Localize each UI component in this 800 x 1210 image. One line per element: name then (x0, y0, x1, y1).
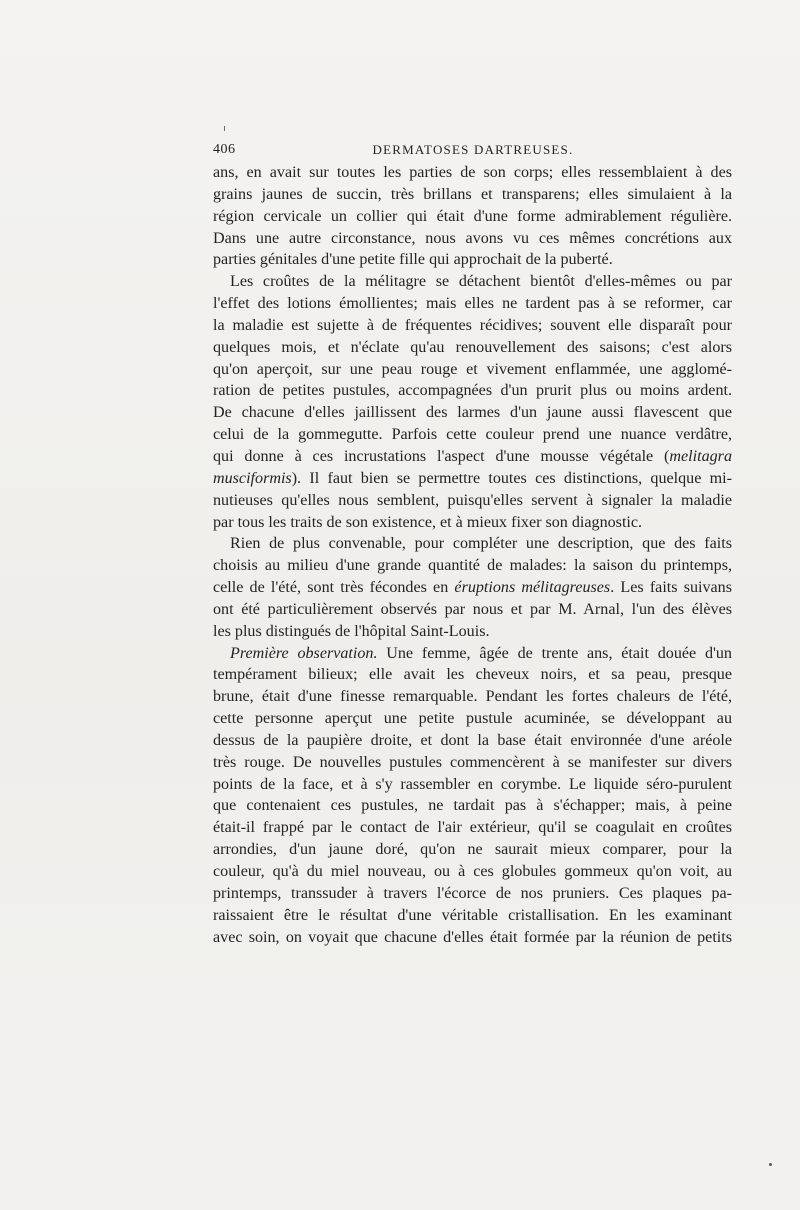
text-segment: ). Il faut bien se permettre toutes ces distinctions, quelque mi- (291, 469, 732, 487)
page-header (213, 142, 733, 164)
text-line: par tous les traits de son existence, et à mieux fixer son diagnostic. (213, 513, 643, 531)
text-line (213, 643, 732, 665)
text-line: grains jaunes de succin, très brillans et transparens; elles simulaient à la (213, 185, 732, 203)
paragraph (213, 271, 732, 533)
text-line: arrondies, d'un jaune doré, qu'on ne saurait mieux comparer, pour la (213, 841, 732, 859)
text-line: ration de petites pustules, accompagnées d'un prurit plus ou moins ardent. (213, 382, 732, 400)
page-number: 406 (213, 142, 236, 157)
text-segment: celle de l'été, sont très fécondes en (213, 579, 455, 597)
text-line: Dans une autre circonstance, nous avons vu ces mêmes concrétions aux (213, 229, 732, 247)
italic-term: musciformis (213, 469, 292, 487)
text-line: très rouge. De nouvelles pustules commencèrent à se manifester sur divers (213, 753, 732, 771)
text-line: quelques mois, et n'éclate qu'au renouvellement des saisons; c'est alors (213, 338, 732, 356)
text-segment: qui donne à ces incrustations l'aspect d'une mousse végétale ( (213, 447, 670, 465)
text-line: les plus distingués de l'hôpital Saint-Louis. (213, 622, 490, 640)
text-line (213, 446, 732, 468)
text-line: celui de la gommegutte. Parfois cette couleur prend une nuance verdâtre, (213, 426, 732, 444)
text-line: Rien de plus convenable, pour compléter une description, que des faits (230, 535, 732, 553)
text-line: tempérament bilieux; elle avait les cheveux noirs, et sa peau, presque (213, 666, 732, 684)
text-line (213, 468, 732, 490)
italic-term: éruptions mélitagreuses (454, 579, 611, 597)
text-line: nutieuses qu'elles nous semblent, puisqu'elles servent à signaler la maladie (213, 491, 732, 509)
paragraph (213, 162, 732, 271)
text-line: ans, en avait sur toutes les parties de son corps; elles ressemblaient à des (213, 164, 732, 181)
text-line: printemps, transsuder à travers l'écorce de nos pruniers. Ces plaques pa- (213, 884, 732, 902)
text-line: était-il frappé par le contact de l'air extérieur, qu'il se coagulait en croûtes (213, 819, 732, 837)
text-line: choisis au milieu d'une grande quantité de malades: la saison du printemps, (213, 557, 732, 575)
text-line: la maladie est sujette à de fréquentes récidives; souvent elle disparaît pour (213, 316, 732, 334)
paragraph (213, 643, 732, 949)
text-line (213, 577, 732, 599)
body-text (213, 162, 732, 948)
text-line: ont été particulièrement observés par nous et par M. Arnal, l'un des élèves (213, 600, 732, 618)
text-line: qu'on aperçoit, sur une peau rouge et vivement enflammée, une agglomé- (213, 360, 732, 378)
text-line: avec soin, on voyait que chacune d'elles était formée par la réunion de petits (213, 928, 732, 946)
italic-term: melitagra (669, 447, 732, 465)
text-line: couleur, qu'à du miel nouveau, ou à ces globules gommeux qu'on voit, au (213, 863, 732, 880)
text-line: l'effet des lotions émollientes; mais elles ne tardent pas à se reformer, car (213, 295, 732, 313)
text-line: Les croûtes de la mélitagre se détachent bientôt d'elles-mêmes ou par (230, 273, 732, 291)
text-line: raissaient être le résultat d'une véritable cristallisation. En les examinant (213, 906, 732, 924)
text-line: parties génitales d'une petite fille qui approchait de la puberté. (213, 251, 613, 269)
text-line: points de la face, et à s'y rassembler en corymbe. Le liquide séro-purulent (213, 775, 732, 793)
italic-heading: Première observation. (230, 644, 378, 662)
print-mark (224, 126, 225, 131)
paper-speck (769, 1163, 772, 1166)
text-line: que contenaient ces pustules, ne tardait pas à s'échapper; mais, à peine (213, 797, 732, 815)
text-line: brune, était d'une finesse remarquable. Pendant les fortes chaleurs de l'été, (213, 688, 732, 706)
text-segment: Une femme, âgée de trente ans, était douée d'un (377, 644, 732, 662)
text-segment: . Les faits suivans (610, 579, 732, 597)
text-line: dessus de la paupière droite, et dont la base était environnée d'une aréole (213, 731, 732, 749)
running-head: DERMATOSES DARTREUSES. (372, 142, 574, 157)
text-line: région cervicale un collier qui était d'une forme admirablement régulière. (213, 207, 732, 225)
paragraph (213, 533, 732, 642)
text-line: De chacune d'elles jaillissent des larmes d'un jaune aussi flavescent que (213, 404, 732, 422)
text-line: cette personne aperçut une petite pustule acuminée, se développant au (213, 710, 732, 728)
